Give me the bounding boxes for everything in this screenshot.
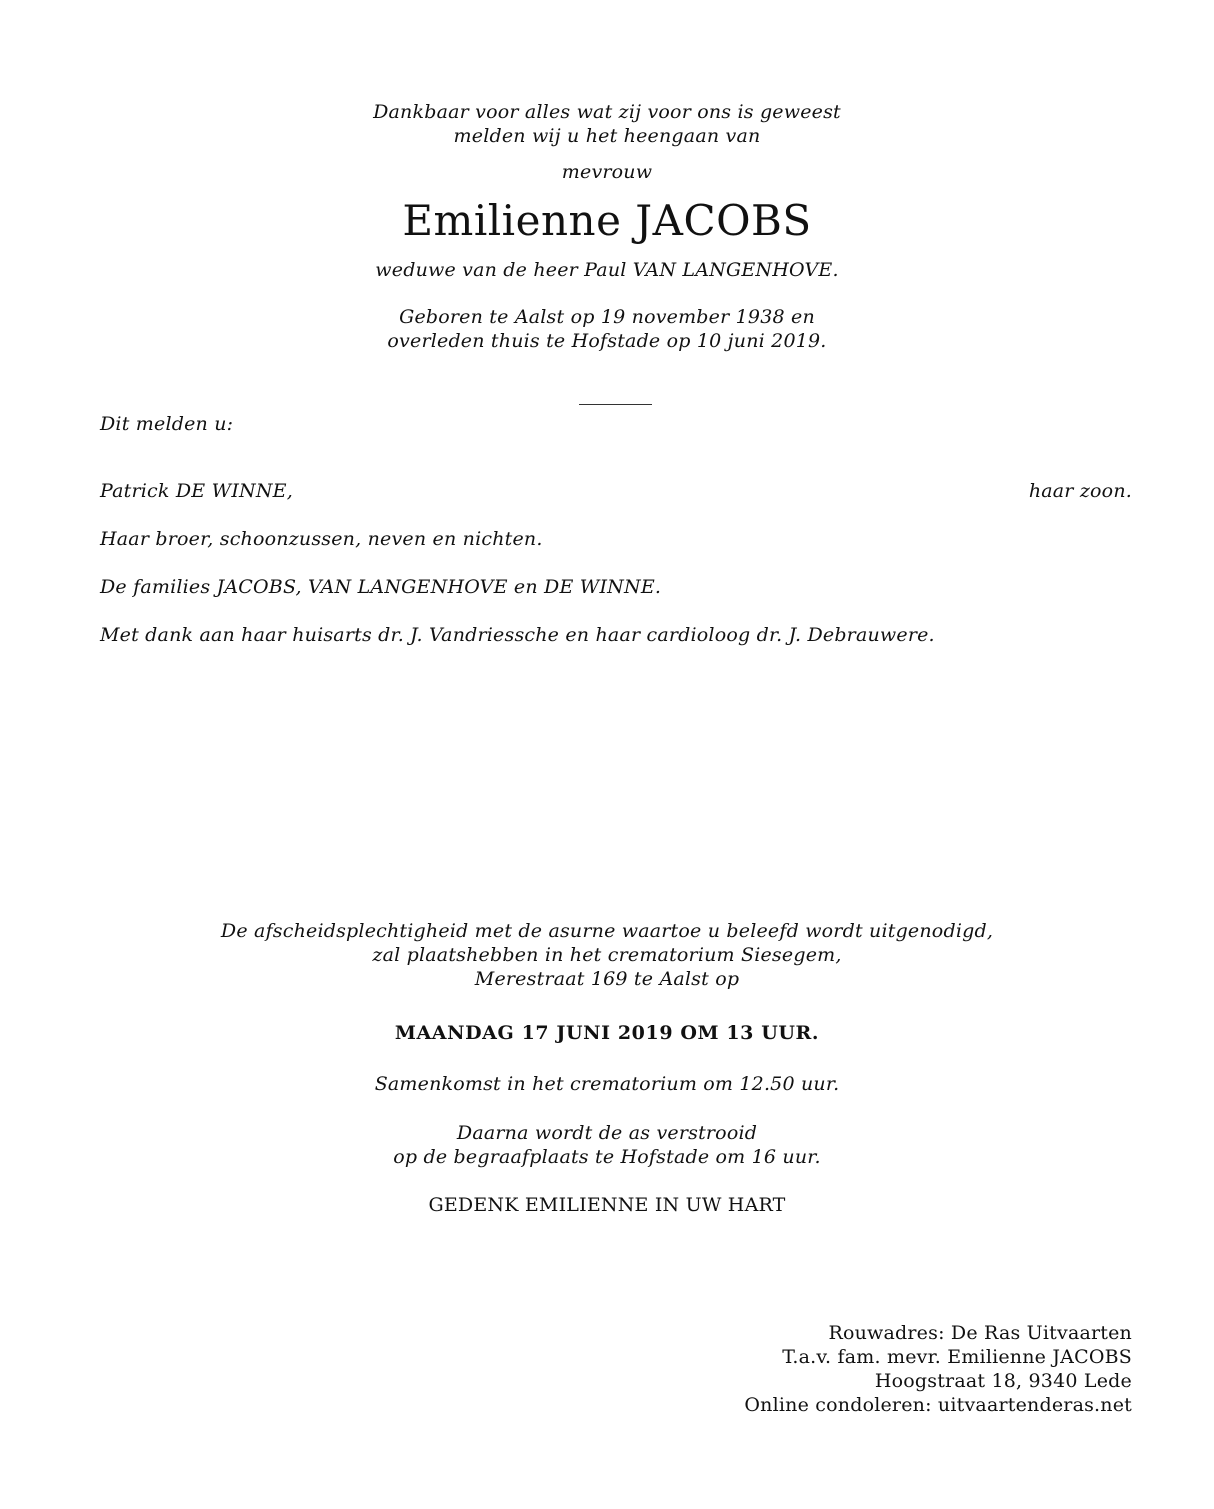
address-line-4: Online condoleren: uitvaartenderas.net <box>744 1394 1132 1416</box>
son-name: Patrick DE WINNE, <box>100 480 293 502</box>
relatives-line-3: Met dank aan haar huisarts dr. J. Vandriessche en haar cardioloog dr. J. Debrauwere. <box>100 624 935 646</box>
address-line-3: Hoogstraat 18, 9340 Lede <box>874 1370 1132 1392</box>
relatives-line-1: Haar broer, schoonzussen, neven en nichten. <box>100 528 543 550</box>
birth-death-dates <box>0 305 1214 353</box>
separator-rule <box>579 404 652 405</box>
deceased-name: Emilienne JACOBS <box>402 196 812 245</box>
address-line-2: T.a.v. fam. mevr. Emilienne JACOBS <box>782 1346 1132 1368</box>
announcers-intro: Dit melden u: <box>100 413 234 435</box>
ceremony-text <box>0 919 1214 991</box>
intro-line-2: melden wij u het heengaan van <box>453 125 761 147</box>
mourning-address <box>744 1321 1132 1417</box>
son-relation: haar zoon. <box>1028 480 1132 502</box>
ceremony-line-1: De afscheidsplechtigheid met de asurne waartoe u beleefd wordt uitgenodigd, <box>220 920 994 942</box>
dates-line-2: overleden thuis te Hofstade op 10 juni 2019. <box>387 330 827 352</box>
widow-of: weduwe van de heer Paul VAN LANGENHOVE. <box>375 259 839 281</box>
gathering-text: Samenkomst in het crematorium om 12.50 uur. <box>374 1073 840 1095</box>
scattering-line-1: Daarna wordt de as verstrooid <box>456 1122 758 1144</box>
ceremony-line-2: zal plaatshebben in het crematorium Siesegem, <box>372 944 842 966</box>
remember-text: GEDENK EMILIENNE IN UW HART <box>428 1194 786 1216</box>
dates-line-1: Geboren te Aalst op 19 november 1938 en <box>399 306 815 328</box>
ceremony-date: MAANDAG 17 JUNI 2019 OM 13 UUR. <box>394 1022 820 1044</box>
address-line-1: Rouwadres: De Ras Uitvaarten <box>828 1322 1132 1344</box>
title-prefix: mevrouw <box>561 161 653 183</box>
ceremony-line-3: Merestraat 169 te Aalst op <box>474 968 740 990</box>
intro-line-1: Dankbaar voor alles wat zij voor ons is geweest <box>373 101 841 123</box>
scattering-text <box>0 1121 1214 1169</box>
relatives-line-2: De families JACOBS, VAN LANGENHOVE en DE WINNE. <box>100 576 662 598</box>
scattering-line-2: op de begraafplaats te Hofstade om 16 uur. <box>393 1146 821 1168</box>
intro-text <box>0 100 1214 148</box>
